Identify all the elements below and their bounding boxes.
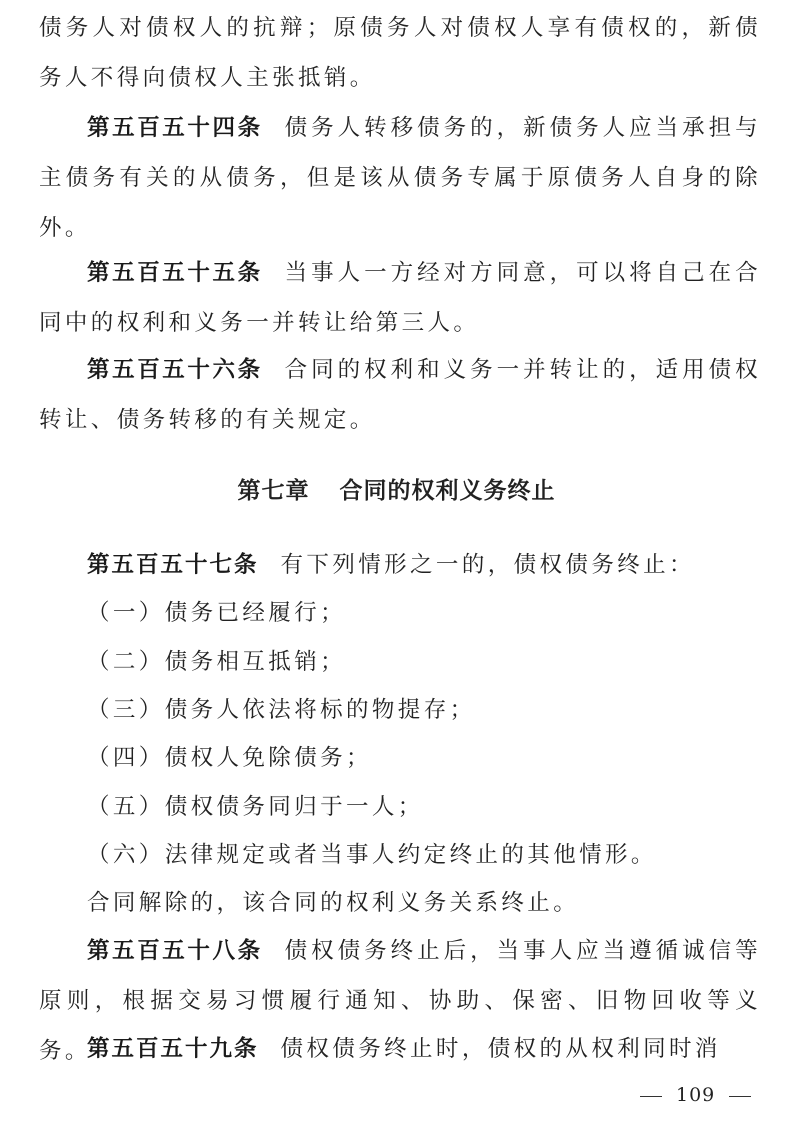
page-number: 109: [676, 1084, 716, 1106]
article-554: [39, 103, 761, 253]
list-item: （四）债权人免除债务；: [87, 745, 372, 771]
paragraph-text: 债务人对债权人的抗辩；原债务人对债权人享有债权的，新债务人不得向债权人主张抵销。: [39, 15, 761, 91]
footer-dash-left: [640, 1096, 662, 1097]
article-554-text: 债务人转移债务的，新债务人应当承担与主债务有关的从债务，但是该从债务专属于原债务人自身的除外。: [39, 115, 761, 241]
footer-dash-right: [729, 1096, 751, 1097]
article-558-title: 第五百五十八条: [87, 938, 263, 964]
list-item: （二）债务相互抵销；: [87, 649, 347, 675]
article-559: [39, 1024, 761, 1074]
article-557: [39, 540, 761, 590]
article-557-closing: 合同解除的，该合同的权利义务关系终止。: [87, 890, 580, 916]
chapter-title: 合同的权利义务终止: [339, 478, 556, 504]
article-555-text: 当事人一方经对方同意，可以将自己在合同中的权利和义务一并转让给第三人。: [39, 260, 761, 336]
chapter-heading: [0, 466, 793, 516]
article-555: [39, 248, 761, 348]
article-557-text: 有下列情形之一的，债权债务终止：: [280, 552, 695, 578]
list-item: （三）债务人依法将标的物提存；: [87, 697, 476, 723]
article-559-text: 债权债务终止时，债权的从权利同时消: [280, 1036, 721, 1062]
list-item: （一）债务已经履行；: [87, 600, 347, 626]
article-558-text: 债权债务终止后，当事人应当遵循诚信等原则，根据交易习惯履行通知、协助、保密、旧物回收等义务。: [39, 938, 761, 1064]
paragraph-continuation: [39, 3, 761, 103]
list-item: （五）债权债务同归于一人；: [87, 794, 424, 820]
article-556-text: 合同的权利和义务一并转让的，适用债权转让、债务转移的有关规定。: [39, 357, 761, 433]
article-559-title: 第五百五十九条: [87, 1036, 259, 1062]
article-556-title: 第五百五十六条: [87, 357, 263, 383]
chapter-number: 第七章: [237, 478, 310, 504]
list-item: （六）法律规定或者当事人约定终止的其他情形。: [87, 842, 657, 868]
article-556: [39, 345, 761, 445]
article-555-title: 第五百五十五条: [87, 260, 263, 286]
page-number-footer: [640, 1077, 762, 1113]
article-554-title: 第五百五十四条: [87, 115, 263, 141]
article-557-title: 第五百五十七条: [87, 552, 259, 578]
